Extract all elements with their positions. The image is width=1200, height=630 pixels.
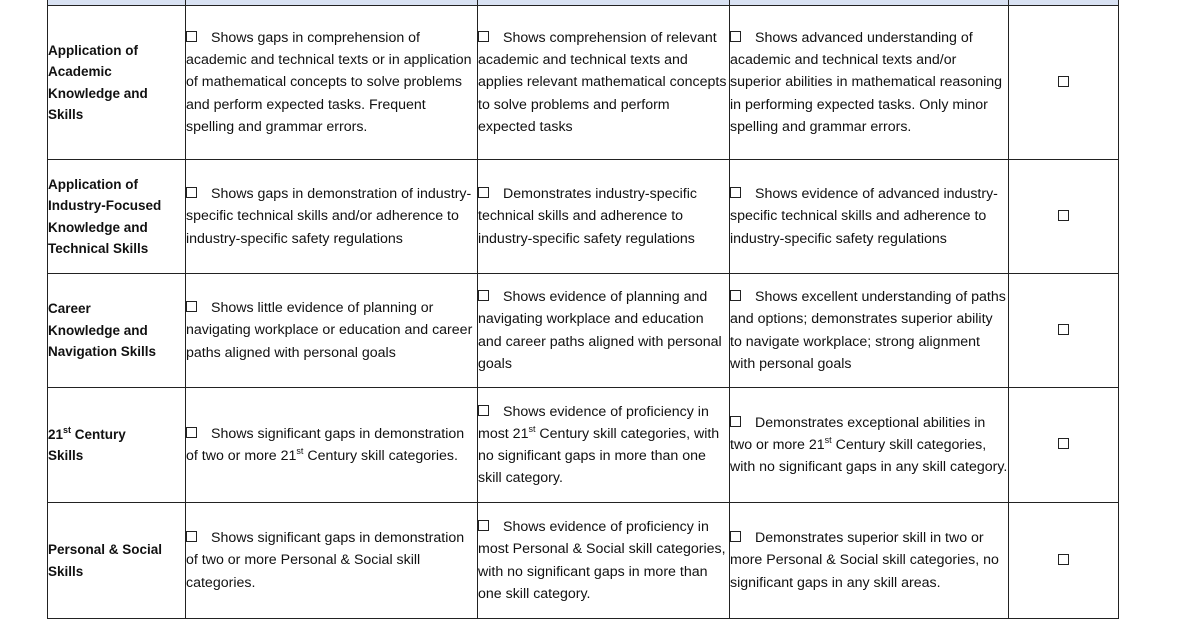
table-row xyxy=(48,388,1119,503)
checkbox-icon[interactable] xyxy=(1058,554,1069,565)
level3-text: Demonstrates superior skill in two or more Personal & Social skill categories, no significant gaps in any skill areas. xyxy=(730,530,999,591)
level3-option[interactable] xyxy=(730,503,1009,619)
level1-text: Shows significant gaps in demonstration of two or more 21st Century skill categories. xyxy=(186,425,465,464)
table-row xyxy=(48,503,1119,619)
checkbox-icon[interactable] xyxy=(730,531,741,542)
level3-text: Shows advanced understanding of academic and technical texts and/or superior abilities in mathematical reasoning in performing expected tasks. Only minor spelling and grammar errors. xyxy=(730,29,1003,135)
checkbox-icon[interactable] xyxy=(730,187,741,198)
checkbox-icon[interactable] xyxy=(1058,76,1069,87)
checkbox-icon[interactable] xyxy=(1058,210,1069,221)
score-cell[interactable] xyxy=(1009,503,1119,619)
level2-option[interactable] xyxy=(478,503,730,619)
level3-text: Demonstrates exceptional abilities in two or more 21st Century skill categories, with no significant gaps in any skill category. xyxy=(730,414,1008,476)
checkbox-icon[interactable] xyxy=(478,520,489,531)
criterion-label: 21st Century Skills xyxy=(48,388,186,503)
checkbox-icon[interactable] xyxy=(186,31,197,42)
table-row xyxy=(48,6,1119,160)
level2-option[interactable] xyxy=(478,388,730,503)
checkbox-icon[interactable] xyxy=(186,187,197,198)
checkbox-icon[interactable] xyxy=(478,290,489,301)
level3-option[interactable] xyxy=(730,274,1009,388)
score-cell[interactable] xyxy=(1009,274,1119,388)
criterion-label: Personal & Social Skills xyxy=(48,503,186,619)
level2-text: Shows comprehension of relevant academic and technical texts and applies relevant mathematical concepts to solve problems and perform expected tasks xyxy=(478,29,727,135)
level3-option[interactable] xyxy=(730,6,1009,160)
checkbox-icon[interactable] xyxy=(478,31,489,42)
criterion-label: Career Knowledge and Navigation Skills xyxy=(48,274,186,388)
level1-text: Shows little evidence of planning or navigating workplace or education and career paths aligned with personal goals xyxy=(186,300,473,361)
level2-text: Shows evidence of proficiency in most Personal & Social skill categories, with no significant gaps in more than one skill category. xyxy=(478,519,726,602)
level2-option[interactable] xyxy=(478,6,730,160)
level1-text: Shows significant gaps in demonstration of two or more Personal & Social skill categories. xyxy=(186,530,465,591)
checkbox-icon[interactable] xyxy=(730,31,741,42)
score-cell[interactable] xyxy=(1009,160,1119,274)
level2-option[interactable] xyxy=(478,274,730,388)
level3-option[interactable] xyxy=(730,388,1009,503)
rubric-table xyxy=(47,0,1119,619)
checkbox-icon[interactable] xyxy=(730,290,741,301)
level3-option[interactable] xyxy=(730,160,1009,274)
criterion-label: Application of Industry-Focused Knowledge and Technical Skills xyxy=(48,160,186,274)
level1-option[interactable] xyxy=(186,160,478,274)
table-row xyxy=(48,160,1119,274)
level1-text: Shows gaps in comprehension of academic and technical texts or in application of mathematical concepts to solve problems and perform expected tasks. Frequent spelling and grammar errors. xyxy=(186,29,472,135)
level1-option[interactable] xyxy=(186,6,478,160)
score-cell[interactable] xyxy=(1009,6,1119,160)
level2-text: Shows evidence of planning and navigating workplace and education and career paths aligned with personal goals xyxy=(478,289,722,372)
level1-option[interactable] xyxy=(186,388,478,503)
checkbox-icon[interactable] xyxy=(186,531,197,542)
level2-text: Demonstrates industry-specific technical skills and adherence to industry-specific safety regulations xyxy=(478,186,697,247)
level1-text: Shows gaps in demonstration of industry-specific technical skills and/or adherence to industry-specific safety regulations xyxy=(186,186,472,247)
checkbox-icon[interactable] xyxy=(186,301,197,312)
level1-option[interactable] xyxy=(186,503,478,619)
level1-option[interactable] xyxy=(186,274,478,388)
level2-text: Shows evidence of proficiency in most 21st Century skill categories, with no significant gaps in more than one skill category. xyxy=(478,403,720,487)
checkbox-icon[interactable] xyxy=(1058,324,1069,335)
level2-option[interactable] xyxy=(478,160,730,274)
level3-text: Shows evidence of advanced industry-specific technical skills and adherence to industry-specific safety regulations xyxy=(730,186,998,247)
checkbox-icon[interactable] xyxy=(730,416,741,427)
checkbox-icon[interactable] xyxy=(186,427,197,438)
criterion-label: Application of Academic Knowledge and Skills xyxy=(48,6,186,160)
score-cell[interactable] xyxy=(1009,388,1119,503)
level3-text: Shows excellent understanding of paths and options; demonstrates superior ability to navigate workplace; strong alignment with personal goals xyxy=(730,289,1006,372)
checkbox-icon[interactable] xyxy=(478,405,489,416)
checkbox-icon[interactable] xyxy=(478,187,489,198)
checkbox-icon[interactable] xyxy=(1058,438,1069,449)
table-row xyxy=(48,274,1119,388)
